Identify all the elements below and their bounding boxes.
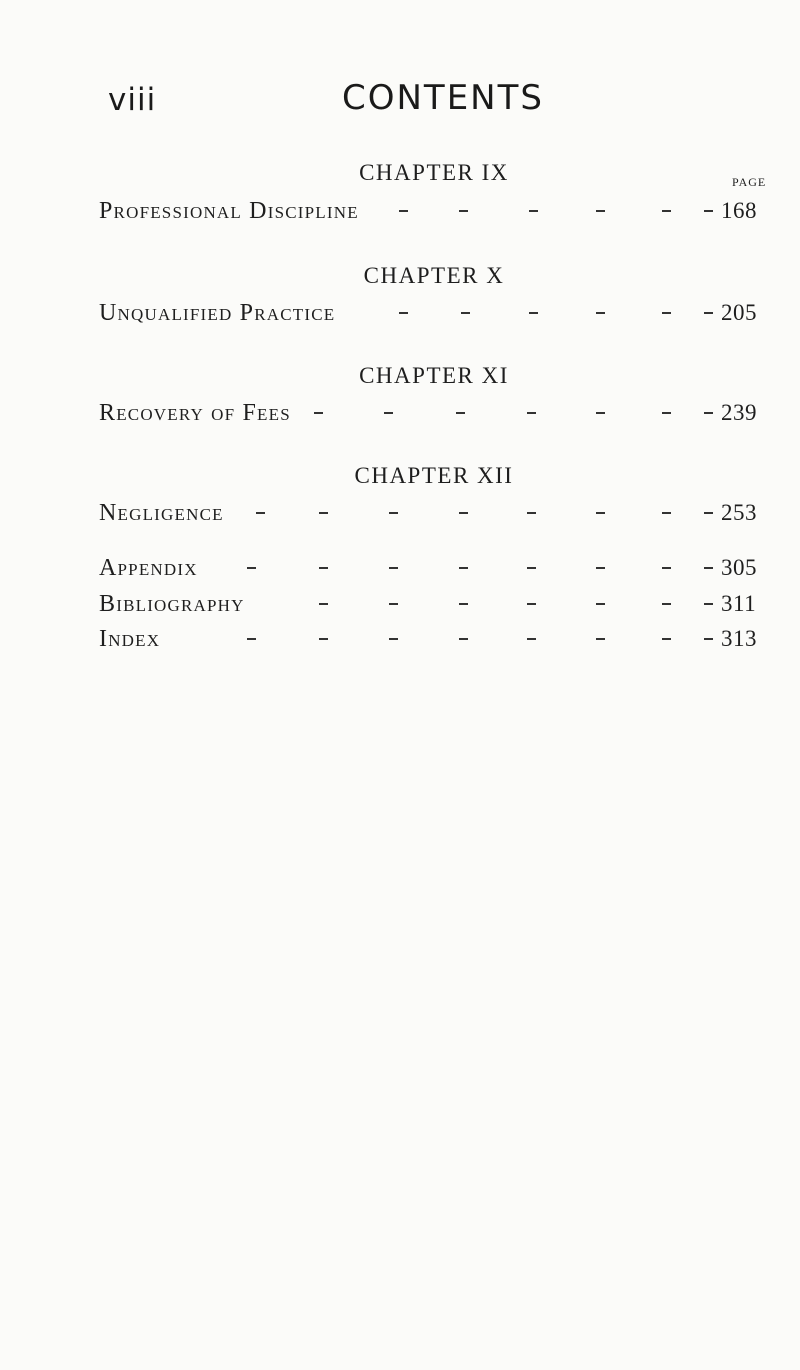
- chapter-heading-label: CHAPTER XI: [359, 363, 509, 388]
- leader-dash: [456, 412, 465, 414]
- leader-dash: [247, 567, 256, 569]
- leader-dash: [662, 512, 671, 514]
- toc-entry[interactable]: [99, 198, 767, 228]
- chapter-heading: [0, 363, 800, 389]
- toc-entry-page: 305: [721, 555, 757, 580]
- leader-dash: [529, 210, 538, 212]
- chapter-heading: [0, 263, 800, 289]
- toc-entry-title: Recovery of Fees: [99, 400, 291, 426]
- leader-dash: [704, 210, 713, 212]
- running-header: [0, 78, 800, 128]
- leader-dash: [319, 603, 328, 605]
- leader-dash: [704, 603, 713, 605]
- page-column-label: PAGE: [732, 175, 767, 189]
- leader-dash: [527, 638, 536, 640]
- chapter-heading: [0, 463, 800, 489]
- leader-dash: [314, 412, 323, 414]
- toc-entry-title: Bibliography: [99, 591, 245, 617]
- leader-dash: [389, 512, 398, 514]
- toc-entry-title: Appendix: [99, 555, 198, 581]
- leader-dash: [527, 412, 536, 414]
- toc-entry-page: 313: [721, 626, 757, 651]
- leader-dash: [319, 512, 328, 514]
- leader-dash: [247, 638, 256, 640]
- toc-entry-page: 239: [721, 400, 757, 425]
- leader-dash: [596, 412, 605, 414]
- leader-dash: [596, 567, 605, 569]
- toc-entry-page: 205: [721, 300, 757, 325]
- leader-dash: [662, 210, 671, 212]
- leader-dash: [389, 603, 398, 605]
- leader-dash: [596, 603, 605, 605]
- chapter-heading-label: CHAPTER XII: [354, 463, 514, 488]
- leader-dash: [662, 412, 671, 414]
- leader-dash: [662, 603, 671, 605]
- toc-entry-page: 168: [721, 198, 757, 223]
- toc-entry-title: Professional Discipline: [99, 198, 359, 224]
- toc-entry-title: Unqualified Practice: [99, 300, 336, 326]
- leader-dash: [389, 638, 398, 640]
- leader-dash: [459, 567, 468, 569]
- leader-dash: [319, 638, 328, 640]
- leader-dash: [256, 512, 265, 514]
- leader-dash: [704, 512, 713, 514]
- leader-dash: [399, 312, 408, 314]
- toc-entry-page: 311: [721, 591, 757, 616]
- leader-dash: [596, 512, 605, 514]
- leader-dash: [596, 312, 605, 314]
- toc-entry[interactable]: [99, 591, 767, 621]
- leader-dash: [704, 638, 713, 640]
- leader-dash: [399, 210, 408, 212]
- leader-dash: [459, 210, 468, 212]
- leader-dash: [596, 210, 605, 212]
- leader-dash: [529, 312, 538, 314]
- toc-entry[interactable]: [99, 500, 767, 530]
- toc-entry[interactable]: [99, 400, 767, 430]
- leader-dash: [704, 312, 713, 314]
- toc-entry[interactable]: [99, 626, 767, 656]
- leader-dash: [704, 567, 713, 569]
- toc-entry[interactable]: [99, 300, 767, 330]
- running-title: CONTENTS: [342, 78, 544, 118]
- leader-dash: [704, 412, 713, 414]
- leader-dash: [596, 638, 605, 640]
- leader-dash: [459, 603, 468, 605]
- chapter-heading-label: CHAPTER X: [363, 263, 505, 288]
- toc-entry-title: Negligence: [99, 500, 224, 526]
- page-folio: viii: [108, 82, 157, 118]
- chapter-heading: [0, 160, 800, 186]
- leader-dash: [461, 312, 470, 314]
- leader-dash: [319, 567, 328, 569]
- toc-entry-title: Index: [99, 626, 161, 652]
- leader-dash: [527, 567, 536, 569]
- toc-entry-page: 253: [721, 500, 757, 525]
- leader-dash: [662, 638, 671, 640]
- leader-dash: [389, 567, 398, 569]
- leader-dash: [459, 512, 468, 514]
- leader-dash: [384, 412, 393, 414]
- chapter-heading-label: CHAPTER IX: [359, 160, 509, 185]
- leader-dash: [662, 567, 671, 569]
- leader-dash: [662, 312, 671, 314]
- toc-entry[interactable]: [99, 555, 767, 585]
- leader-dash: [527, 512, 536, 514]
- leader-dash: [527, 603, 536, 605]
- leader-dash: [459, 638, 468, 640]
